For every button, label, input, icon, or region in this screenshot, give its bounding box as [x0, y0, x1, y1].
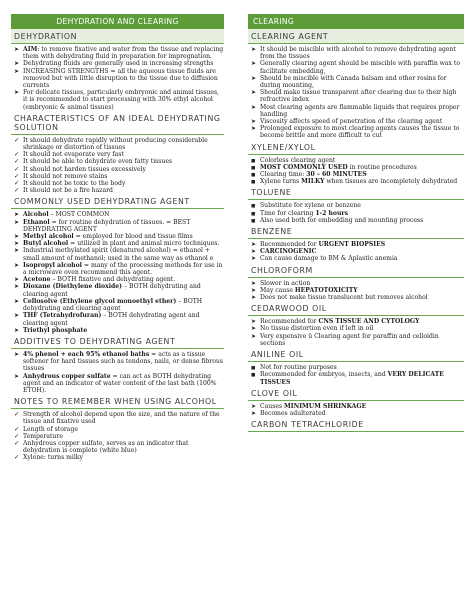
list-item: ➤ Prolonged exposure to most clearing agents causes the tissue to become brittle and more difficult to cut	[260, 125, 464, 139]
xylene-list	[248, 157, 464, 186]
list-item: ➤ Viscosity affects speed of penetration of the clearing agent	[260, 118, 464, 125]
list-item: ➤ May cause HEPATOTOXICITY	[260, 287, 464, 294]
list-item: ➤ No tissue distortion even if left in oil	[260, 325, 464, 332]
list-item: ✓ Strength of alcohol depend upon the size, and the nature of the tissue and fixative used	[23, 411, 224, 425]
list-item: ➤ Methyl alcohol = employed for blood and tissue films	[23, 233, 224, 240]
additives-list	[11, 351, 224, 394]
section-title-dehydration: DEHYDRATION	[11, 29, 224, 44]
section-clearing-agent	[248, 29, 464, 140]
list-item: ➤ Becomes adulterated	[260, 410, 464, 417]
section-title-characteristics: CHARACTERISTICS OF AN IDEAL DEHYDRATING SOLUTION	[11, 114, 224, 135]
toluene-list	[248, 202, 464, 224]
list-item: ✓ It should not remove stains	[23, 173, 224, 180]
left-column	[11, 14, 224, 465]
section-carbon-tetrachloride	[248, 420, 464, 432]
section-cedarwood	[248, 304, 464, 347]
list-item: ➤ Recommended for CNS TISSUE AND CYTOLOGY	[260, 318, 464, 325]
list-item: ✓ It should dehydrate rapidly without producing considerable shrinkage or distortion of tissues	[23, 137, 224, 151]
list-item: ➤ Recommended for URGENT BIOPSIES	[260, 241, 464, 248]
list-item: ➤ CARCINOGENIC	[260, 248, 464, 255]
list-item: ➤ Should be miscible with Canada balsam and other resins for during mounting,	[260, 75, 464, 89]
list-item: ■ Colorless clearing agent	[260, 157, 464, 164]
cedarwood-list	[248, 318, 464, 347]
right-column	[248, 14, 464, 435]
list-item: ➤ Does not make tissue translucent but removes alcohol	[260, 294, 464, 301]
list-item: ■ MOST COMMONLY USED in routine procedures	[260, 164, 464, 171]
list-item: ➤ Slower in action	[260, 280, 464, 287]
clearing-agent-list	[248, 46, 464, 140]
section-title-carbon: CARBON TETRACHLORIDE	[248, 420, 464, 432]
list-item: ➤ Should make tissue transparent after clearing due to their high refractive index	[260, 89, 464, 103]
section-title-additives: ADDITIVES TO DEHYDRATING AGENT	[11, 337, 224, 349]
notes-list	[11, 411, 224, 461]
list-item: ➤ AIM: to remove fixative and water from the tissue and replacing them with dehydrating fluid in preparation for impregnation.	[23, 46, 224, 60]
section-dehydration	[11, 29, 224, 111]
list-item: ➤ For delicate tissues, particularly embryonic and animal tissues, it is recommended to start processing with 30% ethyl alcohol (embryonic & animal tissues)	[23, 89, 224, 111]
list-item: ■ Clearing time: 30 – 60 MINUTES	[260, 171, 464, 178]
section-aniline	[248, 350, 464, 386]
list-item: ✓ Xylene: turns milky	[23, 454, 224, 461]
benzene-list	[248, 241, 464, 263]
list-item: ➤ Causes MINIMUM SHRINKAGE	[260, 403, 464, 410]
list-item: ➤ Most clearing agents are flammable liquids that requires proper handling	[260, 104, 464, 118]
aniline-list	[248, 364, 464, 386]
list-item: ➤ Can cause damage to BM & Aplastic anemia	[260, 255, 464, 262]
list-item: ✓ It should not be a fire hazard	[23, 187, 224, 194]
list-item: ➤ Cellosolve (Ethylene glycol monoethyl ether) – BOTH dehydrating and clearing agent	[23, 298, 224, 312]
list-item: ✓ Anhydrous copper sulfate, serves as an indicator that dehydration is complete (white blue)	[23, 440, 224, 454]
section-title-agents: COMMONLY USED DEHYDRATING AGENT	[11, 197, 224, 209]
list-item: ✓ Temperature	[23, 433, 224, 440]
list-item: ➤ INCREASING STRENGTHS = all the aqueous tissue fluids are removed but with little disruption to the tissue due to diffusion currents	[23, 68, 224, 90]
list-item: ■ Xylene turns MILKY when tissues are incompletely dehydrated	[260, 178, 464, 185]
section-title-chloroform: CHLOROFORM	[248, 266, 464, 278]
section-title-xylene: XYLENE/XYLOL	[248, 143, 464, 155]
section-title-notes: NOTES TO REMEMBER WHEN USING ALCOHOL	[11, 397, 224, 409]
section-xylene	[248, 143, 464, 186]
list-item: ➤ Dioxane (Diethylene dioxide) – BOTH dehydrating and clearing agent	[23, 283, 224, 297]
list-item: ➤ Butyl alcohol = utilized in plant and animal micro techniques.	[23, 240, 224, 247]
dehydration-banner: DEHYDRATION AND CLEARING	[11, 14, 224, 29]
list-item: ✓ Length of storage	[23, 426, 224, 433]
section-title-toluene: TOLUENE	[248, 188, 464, 200]
list-item: ➤ Alcohol – MOST COMMON	[23, 211, 224, 218]
characteristics-list	[11, 137, 224, 195]
section-characteristics	[11, 114, 224, 195]
section-notes	[11, 397, 224, 461]
list-item: ➤ Industrial methylated spirit (denatured alcohol) = ethanol + small amount of methanol; used in the same way as ethanol e	[23, 247, 224, 261]
list-item: ✓ It should not harden tissues excessively	[23, 166, 224, 173]
clearing-banner: CLEARING	[248, 14, 464, 29]
list-item: ➤ THF (Tetrahydrofuran) – BOTH dehydrating agent and clearing agent	[23, 312, 224, 326]
chloroform-list	[248, 280, 464, 302]
agents-list	[11, 211, 224, 333]
list-item: ➤ It should be miscible with alcohol to remove dehydrating agent from the tissues	[260, 46, 464, 60]
section-title-clove: CLOVE OIL	[248, 389, 464, 401]
section-title-cedarwood: CEDARWOOD OIL	[248, 304, 464, 316]
list-item: ■ Not for routine purposes	[260, 364, 464, 371]
list-item: ➤ 4% phenol + each 95% ethanol baths = acts as a tissue softener for hard tissues such as tendons, nails, or dense fibrous tissues	[23, 351, 224, 373]
dehydration-list	[11, 46, 224, 111]
clove-list	[248, 403, 464, 417]
section-additives	[11, 337, 224, 394]
list-item: ➤ Acetone – BOTH fixative and dehydrating agent.	[23, 276, 224, 283]
list-item: ➤ Ethanol = for routine dehydration of tissues. = BEST DEHYDRATING AGENT	[23, 219, 224, 233]
list-item: ■ Recommended for embryos, insects, and VERY DELICATE TISSUES	[260, 371, 464, 385]
list-item: ➤ Generally clearing agent should be miscible with paraffin wax to facilitate embedding,	[260, 60, 464, 74]
list-item: ✓ It should be able to dehydrate even fatty tissues	[23, 158, 224, 165]
section-title-benzene: BENZENE	[248, 227, 464, 239]
list-item: ■ Also used both for embedding and mounting process	[260, 217, 464, 224]
list-item: ■ Substitute for xylene or benzene	[260, 202, 464, 209]
section-title-aniline: ANILINE OIL	[248, 350, 464, 362]
list-item: ➤ Anhydrous copper sulfate = can act as BOTH dehydrating agent and an indicator of water content of the last bath (100% ETOH).	[23, 373, 224, 395]
list-item: ➤ Triethyl phosphate	[23, 327, 224, 334]
section-dehydrating-agents	[11, 197, 224, 333]
list-item: ✓ It should not evaporate very fast	[23, 151, 224, 158]
section-benzene	[248, 227, 464, 263]
list-item: ➤ Dehydrating fluids are generally used in increasing strengths	[23, 60, 224, 67]
list-item: ✓ It should not be toxic to the body	[23, 180, 224, 187]
section-clove	[248, 389, 464, 417]
section-title-clearing-agent: CLEARING AGENT	[248, 29, 464, 44]
section-toluene	[248, 188, 464, 224]
list-item: ➤ Very expensive ü Clearing agent for paraffin and celloidin sections	[260, 333, 464, 347]
list-item: ➤ Isopropyl alcohol = many of the processing methods for use in a microwave oven recommend this agent.	[23, 262, 224, 276]
section-chloroform	[248, 266, 464, 302]
list-item: ■ Time for clearing 1-2 hours	[260, 210, 464, 217]
